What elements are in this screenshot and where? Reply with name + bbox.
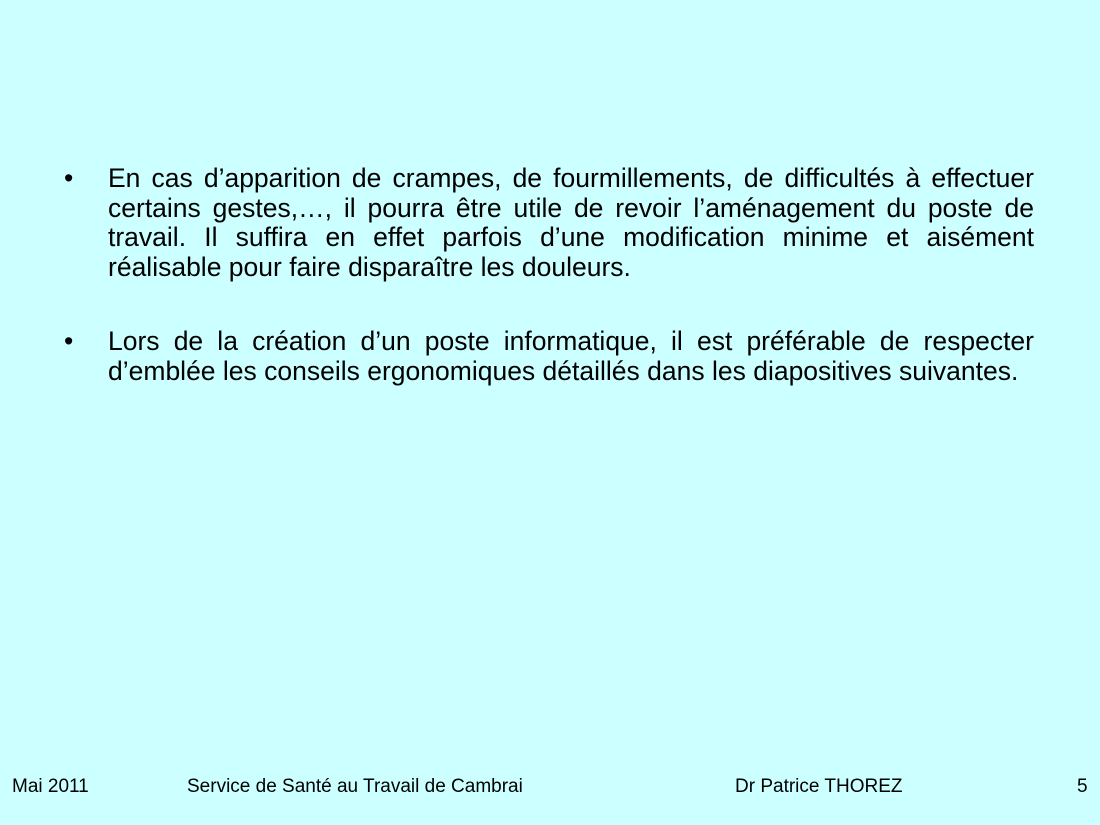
bullet-text-cramps: En cas d’apparition de crampes, de fourmillements, de difficultés à effectuer certains gestes,…, il pourra être utile de revoir l’aménagement du poste de travail. Il suffira en effet parfois d’une modification minime et aisément réalisable pour faire disparaître les douleurs. bbox=[108, 163, 1034, 282]
bullet-marker: • bbox=[64, 163, 74, 193]
bullet-text-workstation: Lors de la création d’un poste informatique, il est préférable de respecter d’emblée les conseils ergonomiques détaillés dans les diapositives suivantes. bbox=[108, 326, 1034, 386]
bullet-list bbox=[64, 164, 1034, 431]
footer-date: Mai 2011 bbox=[12, 776, 89, 797]
bullet-item-cramps bbox=[64, 164, 1034, 282]
footer-page-number: 5 bbox=[1077, 776, 1088, 797]
footer-author: Dr Patrice THOREZ bbox=[735, 776, 903, 797]
bullet-marker: • bbox=[64, 326, 74, 356]
bullet-item-workstation bbox=[64, 327, 1034, 386]
footer-organization: Service de Santé au Travail de Cambrai bbox=[187, 776, 523, 797]
